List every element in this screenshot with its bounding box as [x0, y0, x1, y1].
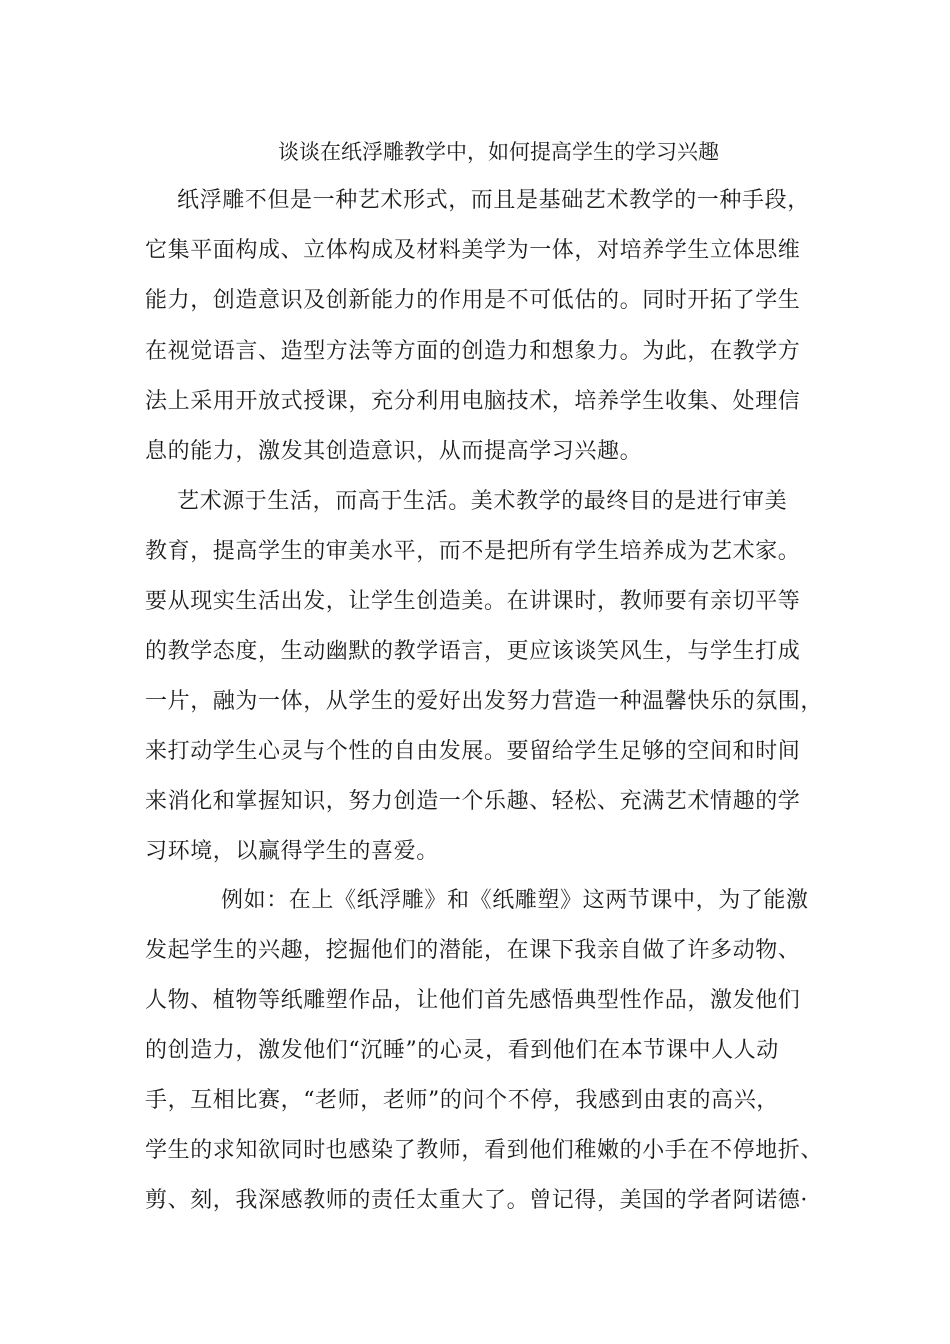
paragraph-line: 息的能力，激发其创造意识，从而提高学习兴趣。 [145, 439, 643, 464]
paragraph-line: 手，互相比赛，“老师，老师”的问个不停，我感到由衷的高兴， [145, 1088, 779, 1113]
paragraph-line: 一片，融为一体，从学生的爱好出发努力营造一种温馨快乐的氛围， [145, 689, 824, 714]
document-title: 谈谈在纸浮雕教学中，如何提高学生的学习兴趣 [278, 140, 719, 164]
paragraph-line: 的创造力，激发他们“沉睡”的心灵，看到他们在本节课中人人动 [145, 1038, 779, 1063]
paragraph-line: 能力，创造意识及创新能力的作用是不可低估的。同时开拓了学生 [145, 288, 801, 313]
paragraph-line: 它集平面构成、立体构成及材料美学为一体，对培养学生立体思维 [145, 238, 801, 263]
paragraph-line: 剪、刻，我深感教师的责任太重大了。曾记得，美国的学者阿诺德· [145, 1188, 808, 1213]
paragraph-line: 人物、植物等纸雕塑作品，让他们首先感悟典型性作品，激发他们 [145, 988, 801, 1013]
paragraph-line: 在视觉语言、造型方法等方面的创造力和想象力。为此，在教学方 [145, 339, 801, 364]
paragraph-line: 的教学态度，生动幽默的教学语言，更应该谈笑风生，与学生打成 [145, 639, 801, 664]
paragraph-line: 要从现实生活出发，让学生创造美。在讲课时，教师要有亲切平等 [145, 589, 801, 614]
paragraph-line: 来消化和掌握知识，努力创造一个乐趣、轻松、充满艺术情趣的学 [145, 789, 801, 814]
paragraph-line: 发起学生的兴趣，挖掘他们的潜能，在课下我亲自做了许多动物、 [145, 938, 801, 963]
paragraph-line: 教育，提高学生的审美水平，而不是把所有学生培养成为艺术家。 [145, 539, 801, 564]
paragraph-line: 法上采用开放式授课，充分利用电脑技术，培养学生收集、处理信 [145, 389, 801, 414]
paragraph-line: 习环境，以赢得学生的喜爱。 [145, 839, 439, 864]
paragraph-line: 艺术源于生活，而高于生活。美术教学的最终目的是进行审美 [177, 489, 788, 514]
paragraph-line: 纸浮雕不但是一种艺术形式，而且是基础艺术教学的一种手段， [177, 188, 810, 213]
paragraph-line: 学生的求知欲同时也感染了教师，看到他们稚嫩的小手在不停地折、 [145, 1138, 824, 1163]
paragraph-line: 例如：在上《纸浮雕》和《纸雕塑》这两节课中，为了能激 [221, 888, 809, 913]
paragraph-line: 来打动学生心灵与个性的自由发展。要留给学生足够的空间和时间 [145, 739, 801, 764]
